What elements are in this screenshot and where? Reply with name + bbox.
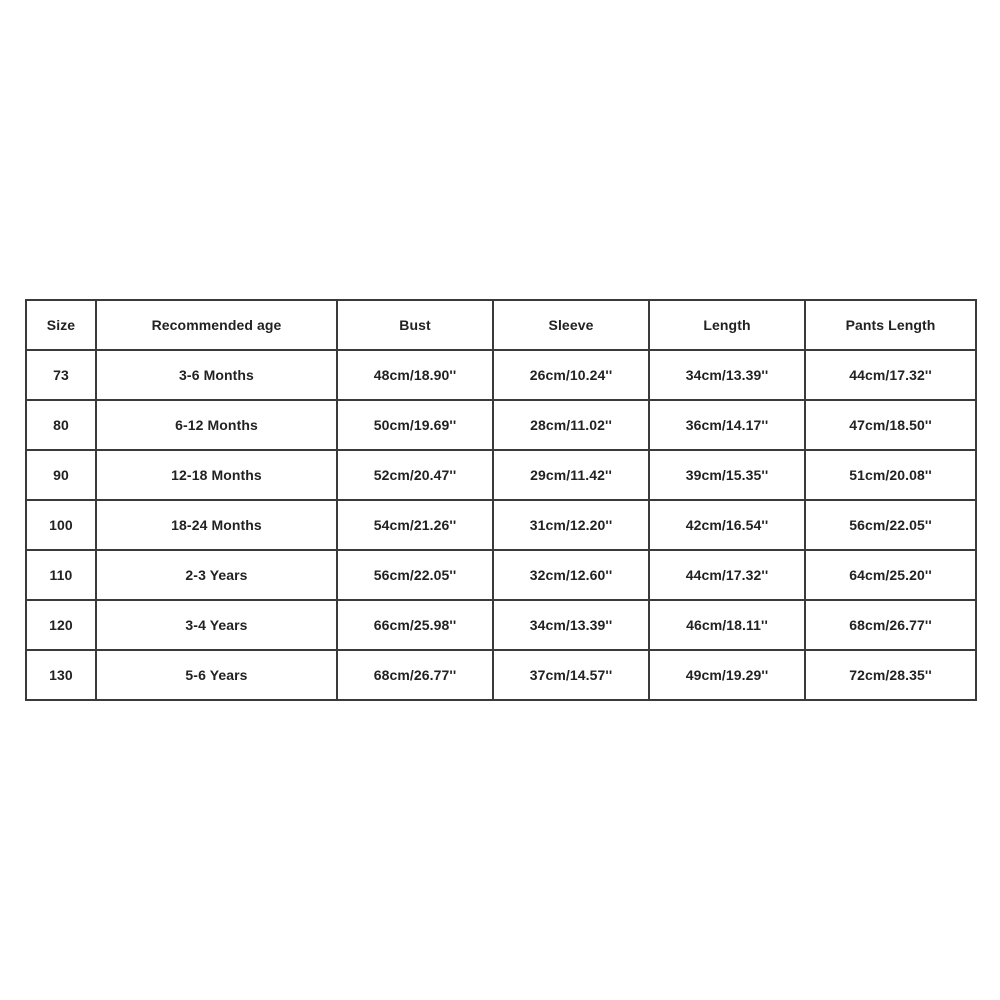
bust-cell: 68cm/26.77'' <box>337 650 493 700</box>
size-cell: 130 <box>26 650 96 700</box>
age-cell: 18-24 Months <box>96 500 337 550</box>
size-cell: 90 <box>26 450 96 500</box>
table-row <box>26 650 976 700</box>
bust-cell: 54cm/21.26'' <box>337 500 493 550</box>
age-cell: 5-6 Years <box>96 650 337 700</box>
size-cell: 120 <box>26 600 96 650</box>
pants-length-cell: 72cm/28.35'' <box>805 650 976 700</box>
pants-length-cell: 56cm/22.05'' <box>805 500 976 550</box>
bust-cell: 66cm/25.98'' <box>337 600 493 650</box>
sleeve-cell: 31cm/12.20'' <box>493 500 649 550</box>
length-cell: 42cm/16.54'' <box>649 500 805 550</box>
age-cell: 3-6 Months <box>96 350 337 400</box>
size-cell: 100 <box>26 500 96 550</box>
length-cell: 46cm/18.11'' <box>649 600 805 650</box>
table-row <box>26 400 976 450</box>
sleeve-cell: 29cm/11.42'' <box>493 450 649 500</box>
bust-cell: 52cm/20.47'' <box>337 450 493 500</box>
sleeve-cell: 28cm/11.02'' <box>493 400 649 450</box>
sleeve-cell: 26cm/10.24'' <box>493 350 649 400</box>
header-recommended-age: Recommended age <box>96 300 337 350</box>
length-cell: 36cm/14.17'' <box>649 400 805 450</box>
size-cell: 73 <box>26 350 96 400</box>
bust-cell: 50cm/19.69'' <box>337 400 493 450</box>
table-row <box>26 350 976 400</box>
length-cell: 34cm/13.39'' <box>649 350 805 400</box>
length-cell: 49cm/19.29'' <box>649 650 805 700</box>
size-cell: 110 <box>26 550 96 600</box>
header-length: Length <box>649 300 805 350</box>
table-row <box>26 450 976 500</box>
sleeve-cell: 37cm/14.57'' <box>493 650 649 700</box>
table-row <box>26 500 976 550</box>
sleeve-cell: 34cm/13.39'' <box>493 600 649 650</box>
bust-cell: 48cm/18.90'' <box>337 350 493 400</box>
table-header-row <box>26 300 976 350</box>
pants-length-cell: 64cm/25.20'' <box>805 550 976 600</box>
pants-length-cell: 44cm/17.32'' <box>805 350 976 400</box>
header-size: Size <box>26 300 96 350</box>
header-pants-length: Pants Length <box>805 300 976 350</box>
length-cell: 44cm/17.32'' <box>649 550 805 600</box>
age-cell: 2-3 Years <box>96 550 337 600</box>
pants-length-cell: 51cm/20.08'' <box>805 450 976 500</box>
age-cell: 6-12 Months <box>96 400 337 450</box>
age-cell: 12-18 Months <box>96 450 337 500</box>
pants-length-cell: 47cm/18.50'' <box>805 400 976 450</box>
table-row <box>26 550 976 600</box>
age-cell: 3-4 Years <box>96 600 337 650</box>
pants-length-cell: 68cm/26.77'' <box>805 600 976 650</box>
header-sleeve: Sleeve <box>493 300 649 350</box>
length-cell: 39cm/15.35'' <box>649 450 805 500</box>
size-cell: 80 <box>26 400 96 450</box>
table-row <box>26 600 976 650</box>
size-chart-table <box>25 299 977 701</box>
header-bust: Bust <box>337 300 493 350</box>
bust-cell: 56cm/22.05'' <box>337 550 493 600</box>
sleeve-cell: 32cm/12.60'' <box>493 550 649 600</box>
